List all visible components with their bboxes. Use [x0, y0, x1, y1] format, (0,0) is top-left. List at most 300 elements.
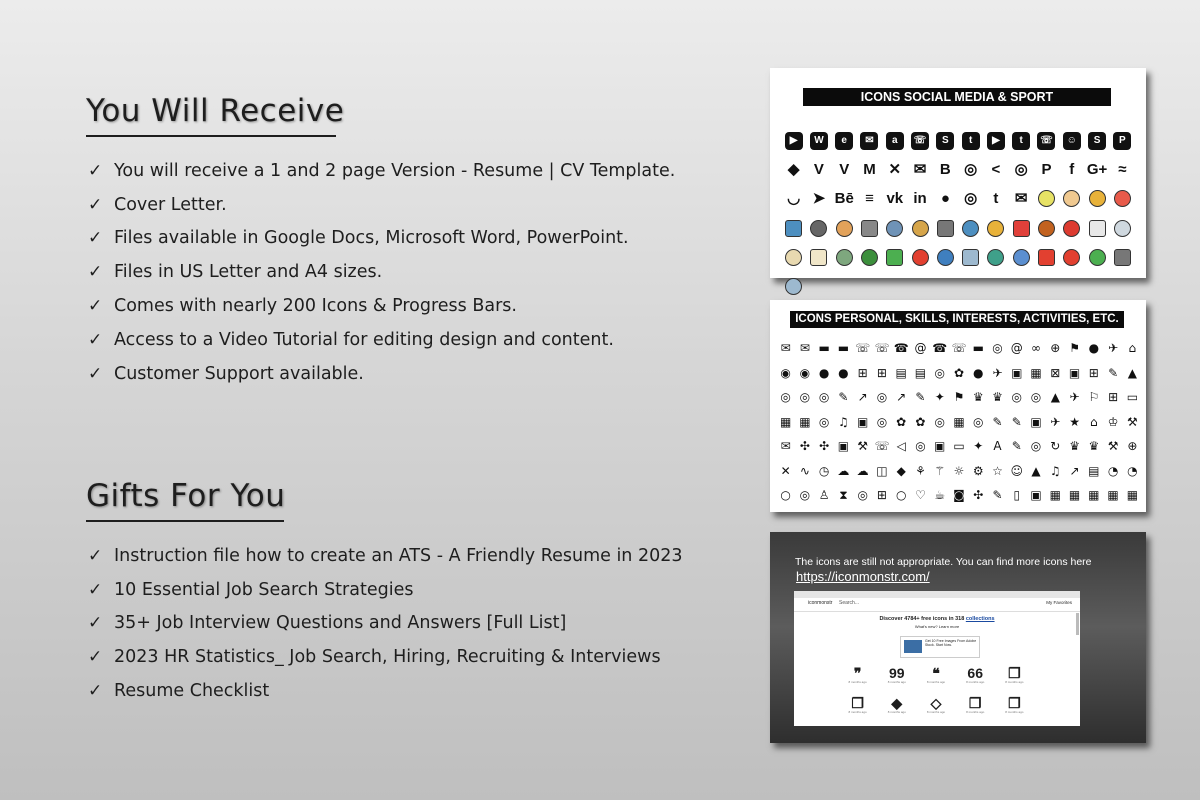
checkmark-icon: ✓: [88, 613, 103, 634]
checkmark-icon: ✓: [88, 160, 103, 181]
personal-icon: ⚒: [857, 439, 869, 454]
checkmark-icon: ✓: [88, 579, 103, 600]
chess-icon: [933, 214, 958, 243]
target-icon: [1009, 214, 1034, 243]
gifts-list: [88, 539, 683, 708]
personal-icon: ◁: [896, 439, 906, 454]
receive-heading: You Will Receive: [86, 93, 345, 129]
personal-icon: ⌂: [1128, 341, 1137, 356]
personal-icon: ♔: [1107, 414, 1119, 429]
personal-icon: ◎: [934, 365, 945, 380]
personal-icon: @: [914, 341, 927, 356]
personal-icon: ∿: [799, 463, 810, 478]
personal-icon: ●: [973, 365, 984, 380]
personal-icon: ●: [838, 365, 849, 380]
wordpress-icon: W: [806, 126, 831, 155]
site-icon-card[interactable]: [916, 666, 955, 696]
site-icon-meta: 8 months ago: [1005, 710, 1024, 714]
site-icon-card[interactable]: [877, 696, 916, 726]
personal-icons-panel: [770, 300, 1146, 512]
personal-icon: ⚒: [1107, 439, 1119, 454]
site-icon-meta: 8 months ago: [1005, 680, 1024, 684]
personal-icon: ◎: [992, 341, 1003, 356]
personal-icon: ▣: [934, 439, 946, 454]
personal-icon: ✉: [780, 439, 791, 454]
personal-icon: ◎: [1030, 439, 1042, 454]
gifts-item-text: 35+ Job Interview Questions and Answers [Full List]: [114, 613, 567, 634]
hockey-stick-icon: [907, 214, 932, 243]
iconmonstr-screenshot: [794, 591, 1080, 726]
site-icon-card[interactable]: [956, 666, 995, 696]
personal-icon: ✈: [992, 365, 1003, 380]
personal-icon: ☏: [951, 341, 967, 356]
checkmark-icon: ✓: [88, 647, 103, 668]
social-sport-icons-panel: [770, 68, 1146, 278]
site-icon-card[interactable]: [916, 696, 955, 726]
checkmark-icon: ✓: [88, 194, 103, 215]
instagram-outline-icon: ◎: [964, 190, 978, 208]
quote-icon: ◇: [930, 695, 942, 711]
dropbox-icon: ◆: [787, 161, 800, 179]
skateboard-icon: [832, 243, 857, 272]
social-sport-title: ICONS SOCIAL MEDIA & SPORT: [803, 88, 1111, 106]
soundcloud-icon: ≡: [865, 190, 874, 208]
gifts-item-text: 10 Essential Job Search Strategies: [114, 579, 414, 600]
personal-icon: ✎: [992, 488, 1003, 503]
quote-icon: ❐: [1008, 695, 1021, 711]
personal-icon: ⌂: [1090, 414, 1098, 429]
personal-icon: ●: [818, 365, 830, 380]
personal-icon: ◎: [934, 414, 945, 429]
checkmark-icon: ✓: [88, 296, 103, 317]
ping-pong-icon: [983, 214, 1008, 243]
site-ad-image: [904, 640, 922, 653]
email-icon: e: [832, 126, 857, 155]
personal-icon: ☆: [992, 463, 1003, 478]
personal-icon: ◆: [896, 463, 906, 478]
tennis-ball-icon: [1034, 184, 1059, 213]
shuttlecock-icon: [806, 243, 831, 272]
personal-icon: ♡: [915, 488, 926, 503]
share-icon: <: [991, 161, 1001, 179]
personal-icon: ♫: [838, 414, 849, 429]
google-plus-icon: G+: [1086, 161, 1108, 179]
personal-icon: ⊞: [876, 488, 887, 503]
football-field-icon: [781, 272, 806, 301]
checkmark-icon: ✓: [88, 329, 103, 350]
personal-icon: ◎: [799, 488, 811, 503]
quote-icon: ❝: [932, 665, 940, 681]
skype-icon: S: [933, 126, 958, 155]
personal-icon: ☎: [893, 341, 909, 356]
personal-icon: ♛: [1088, 439, 1100, 454]
rss-icon: ≈: [1118, 161, 1127, 179]
personal-icon: ▲: [1050, 390, 1060, 405]
instagram-icon: ◎: [964, 161, 978, 179]
receive-item-text: Cover Letter.: [114, 194, 227, 215]
site-icon-card[interactable]: [995, 696, 1034, 726]
gifts-section: [86, 478, 683, 708]
personal-icon: ⚚: [934, 463, 946, 478]
personal-icon: ☼: [953, 463, 965, 478]
browser-tabbar: [794, 591, 1080, 598]
receive-list: [88, 154, 675, 391]
twitch-icon: ◡: [787, 190, 801, 208]
personal-icon: ◎: [876, 390, 888, 405]
vk-icon: vk: [886, 190, 904, 208]
quote-icon: ❞: [853, 665, 862, 681]
basketball-hoop-icon: [857, 214, 882, 243]
personal-icon: ◔: [1107, 463, 1119, 478]
pinterest-p-icon: P: [1041, 161, 1052, 179]
hockey-puck-icon: [806, 214, 831, 243]
blogger-icon: B: [939, 161, 951, 179]
site-icon-meta: 8 months ago: [926, 680, 946, 684]
linkedin-icon: in: [913, 190, 927, 208]
phone-icon: ☏: [1034, 126, 1059, 155]
personal-icon: ▣: [837, 439, 850, 454]
site-brand: iconmonstr: [808, 600, 833, 606]
vine-icon: V: [839, 161, 850, 179]
site-icon-card[interactable]: [838, 696, 877, 726]
site-icon-meta: 8 months ago: [848, 680, 867, 684]
receive-item: [88, 154, 675, 188]
gifts-item-text: 2023 HR Statistics_ Job Search, Hiring, Recruiting & Interviews: [114, 647, 661, 668]
iconmonstr-note: The icons are still not appropriate. You can find more icons here: [795, 556, 1092, 568]
personal-icon: ✣: [819, 439, 830, 454]
checkmark-icon: ✓: [88, 681, 103, 702]
checkmark-icon: ✓: [88, 262, 103, 283]
site-header: [794, 598, 1080, 612]
personal-icon: ☏: [874, 439, 890, 454]
personal-icon: ✈: [1108, 341, 1119, 356]
personal-icon: ✎: [1011, 414, 1022, 429]
personal-icon: ▦: [1030, 365, 1042, 380]
personal-icon: ⊞: [876, 365, 887, 380]
site-whats-new: What's new? Learn more: [914, 624, 960, 629]
hockey-icon: [1110, 243, 1135, 272]
dumbbell-icon: [781, 214, 806, 243]
site-icon-grid: [838, 666, 1034, 726]
baseball-cap-icon: [857, 243, 882, 272]
helmet-icon: [958, 243, 983, 272]
golf-icon: [1084, 243, 1109, 272]
personal-icon: ◫: [876, 463, 888, 478]
personal-icon: ★: [1069, 414, 1080, 429]
quote-icon: 99: [889, 665, 905, 681]
personal-icon: ▦: [1107, 488, 1119, 503]
receive-item-text: Comes with nearly 200 Icons & Progress Bars.: [114, 296, 517, 317]
personal-icon: ▯: [1013, 488, 1021, 503]
personal-icon: ⧗: [839, 488, 848, 503]
tumblr-t-icon: t: [993, 190, 999, 208]
tennis-racket-icon: [1009, 243, 1034, 272]
personal-icon: ✈: [1069, 390, 1080, 405]
personal-icon: ☏: [874, 341, 890, 356]
rugby-ball-icon: [1034, 214, 1059, 243]
personal-icon: ▣: [1030, 414, 1042, 429]
site-icon-card[interactable]: [877, 666, 916, 696]
gifts-item: [88, 607, 683, 641]
personal-icon: ⚙: [972, 463, 984, 478]
personal-icon: ▦: [1049, 488, 1061, 503]
personal-icon: ◎: [1011, 390, 1023, 405]
roller-skate-icon: [958, 214, 983, 243]
bicycle-icon: [882, 214, 907, 243]
site-icon-meta: 8 months ago: [966, 710, 985, 714]
personal-icon: ✎: [838, 390, 849, 405]
receive-item-text: Files in US Letter and A4 sizes.: [114, 262, 383, 283]
personal-icon: ▦: [953, 414, 965, 429]
checkmark-icon: ✓: [88, 228, 103, 249]
vimeo-icon: V: [813, 161, 824, 179]
personal-icon: ✣: [799, 439, 810, 454]
gifts-item-text: Resume Checklist: [114, 681, 270, 702]
site-headline: [794, 616, 1080, 622]
personal-icon: ◙: [953, 488, 965, 503]
iconmonstr-panel: [770, 532, 1146, 743]
personal-icon: ◎: [857, 488, 868, 503]
personal-icon: ♛: [992, 390, 1003, 405]
volleyball-icon: [1084, 184, 1109, 213]
personal-icon: ⚒: [1126, 414, 1138, 429]
personal-icon: ◎: [799, 390, 811, 405]
twitter-icon: t: [958, 126, 983, 155]
personal-icon: ▭: [953, 439, 965, 454]
personal-icon: ▬: [818, 341, 830, 356]
site-scrollbar: [1076, 613, 1079, 635]
personal-icon: ⊕: [1050, 341, 1061, 356]
personal-icon: ○: [780, 488, 791, 503]
personal-icon: ▤: [914, 365, 927, 380]
site-icon-card[interactable]: [995, 666, 1034, 696]
checkmark-icon: ✓: [88, 545, 103, 566]
pinterest-icon: P: [1110, 126, 1135, 155]
personal-icon: ▲: [1127, 365, 1137, 380]
personal-icon: ✎: [992, 414, 1003, 429]
personal-icon: ✦: [973, 439, 984, 454]
site-ad: [900, 636, 980, 658]
kettlebell-icon: [983, 243, 1008, 272]
personal-icon: ↗: [1069, 463, 1080, 478]
telegram-icon: ➤: [812, 190, 826, 208]
trophy-icon: [1110, 214, 1135, 243]
personal-icon: @: [1010, 341, 1023, 356]
personal-icon: A: [993, 439, 1002, 454]
personal-icon: ◎: [818, 390, 830, 405]
receive-item: [88, 357, 675, 391]
personal-icon: ◎: [915, 439, 926, 454]
receive-item-text: Customer Support available.: [114, 363, 364, 384]
personal-icon: ♫: [1049, 463, 1061, 478]
mail-icon: ✉: [1014, 190, 1028, 208]
personal-icon: ▣: [1030, 488, 1042, 503]
personal-icon: ♛: [1069, 439, 1080, 454]
site-icon-meta: 8 months ago: [926, 710, 946, 714]
boxing-glove-icon: [907, 243, 932, 272]
site-icon-meta: 8 months ago: [848, 710, 867, 714]
basketball-icon: [1110, 184, 1135, 213]
personal-icon: ⚑: [953, 390, 965, 405]
personal-icon: ✎: [1011, 439, 1022, 454]
quote-icon: ❐: [851, 695, 864, 711]
receive-item: [88, 222, 675, 256]
personal-icon: ▤: [895, 365, 907, 380]
personal-icon: ▦: [799, 414, 811, 429]
personal-icon: ✎: [915, 390, 926, 405]
personal-icon: ⚐: [1088, 390, 1100, 405]
personal-icon: ✦: [934, 390, 945, 405]
site-headline-link: collections: [965, 616, 995, 622]
personal-icon: ▣: [1011, 365, 1023, 380]
barbell-icon: [933, 243, 958, 272]
personal-icon: ▦: [779, 414, 792, 429]
personal-icon: ●: [1088, 341, 1100, 356]
gifts-item: [88, 539, 683, 573]
social-sport-icon-grid: [781, 126, 1135, 272]
receive-underline: [86, 135, 336, 137]
site-headline-text: Discover 4784+ free icons in 318: [879, 616, 966, 622]
viber-icon: ☏: [907, 126, 932, 155]
personal-icon-grid: [776, 336, 1142, 508]
gifts-item: [88, 640, 683, 674]
personal-icon: ▲: [1031, 463, 1041, 478]
receive-item-text: Access to a Video Tutorial for editing design and content.: [114, 329, 614, 350]
snapchat-icon: ☺: [1059, 126, 1084, 155]
personal-icon: ♙: [818, 488, 830, 503]
personal-icon: ⊞: [857, 365, 868, 380]
messenger-icon: ✉: [913, 161, 927, 179]
receive-item-text: You will receive a 1 and 2 page Version - Resume | CV Template.: [114, 160, 676, 181]
site-icon-card[interactable]: [838, 666, 877, 696]
soccer-field-icon: [882, 243, 907, 272]
personal-icon: ↗: [857, 390, 868, 405]
personal-icon: ▣: [857, 414, 869, 429]
personal-icon: ▦: [1068, 488, 1081, 503]
receive-item: [88, 188, 675, 222]
checkmark-icon: ✓: [88, 363, 103, 384]
personal-icon: ☁: [837, 463, 850, 478]
personal-icon: ▦: [1126, 488, 1139, 503]
personal-icon: ✎: [1108, 365, 1119, 380]
quote-icon: ◆: [891, 695, 903, 711]
personal-icon: ▤: [1088, 463, 1100, 478]
personal-icon: ☎: [932, 341, 948, 356]
personal-icon: ✣: [973, 488, 984, 503]
baseball-ball-icon: [1084, 214, 1109, 243]
youtube-icon: ▶: [781, 126, 806, 155]
darts-icon: [1059, 243, 1084, 272]
gifts-underline: [86, 520, 284, 522]
receive-item: [88, 255, 675, 289]
site-icon-meta: 8 months ago: [887, 710, 906, 714]
personal-icon: ✉: [780, 341, 791, 356]
personal-icon: ▦: [1088, 488, 1100, 503]
personal-icon: ✕: [780, 463, 791, 478]
site-ad-text: Get 10 Free Images From Adobe Stock. Start Now.: [925, 639, 977, 647]
personal-icon: ▬: [837, 341, 850, 356]
archery-target-icon: [1034, 243, 1059, 272]
personal-icon: ◎: [973, 414, 984, 429]
personal-icon: ◉: [780, 365, 791, 380]
receive-item: [88, 323, 675, 357]
personal-icon: ▣: [1068, 365, 1081, 380]
tripadvisor-icon: ◎: [1014, 161, 1028, 179]
personal-icon: ✿: [896, 414, 907, 429]
iconmonstr-link[interactable]: https://iconmonstr.com/: [796, 569, 930, 584]
personal-icon: ⚑: [1069, 341, 1080, 356]
site-favorites: My Favorites: [1046, 600, 1072, 605]
personal-icon: ⊞: [1108, 390, 1119, 405]
receive-section: [86, 93, 675, 391]
soccer-ball-icon: [1059, 214, 1084, 243]
quote-icon: 66: [967, 665, 983, 681]
amazon-icon: a: [882, 126, 907, 155]
site-search: Search...: [839, 600, 860, 606]
facebook-icon: f: [1069, 161, 1075, 179]
youtube-play-icon: ▶: [983, 126, 1008, 155]
behance-icon: Bē: [834, 190, 854, 208]
personal-title: ICONS PERSONAL, SKILLS, INTERESTS, ACTIVITIES, ETC.: [790, 311, 1124, 328]
personal-icon: ◎: [1030, 390, 1042, 405]
site-icon-meta: 8 months ago: [966, 680, 985, 684]
personal-icon: ⊕: [1127, 439, 1138, 454]
wechat-icon: ✉: [857, 126, 882, 155]
personal-icon: ☏: [855, 341, 871, 356]
personal-icon: ◎: [780, 390, 791, 405]
gifts-item-text: Instruction file how to create an ATS - A Friendly Resume in 2023: [114, 545, 683, 566]
skype-round-icon: S: [1084, 126, 1109, 155]
gifts-heading: Gifts For You: [86, 478, 286, 514]
baseball-icon: [1059, 184, 1084, 213]
personal-icon: ✈: [1050, 414, 1061, 429]
personal-icon: ✉: [799, 341, 810, 356]
personal-icon: ✿: [915, 414, 926, 429]
location-icon: ●: [940, 190, 950, 208]
personal-icon: ▭: [1126, 390, 1139, 405]
personal-icon: ○: [895, 488, 907, 503]
gifts-item: [88, 573, 683, 607]
personal-icon: ↻: [1050, 439, 1061, 454]
quote-icon: ❐: [968, 695, 982, 711]
tumblr-icon: t: [1009, 126, 1034, 155]
site-icon-meta: 8 months ago: [887, 680, 906, 684]
personal-icon: ☁: [856, 463, 869, 478]
xbox-icon: ✕: [888, 161, 902, 179]
baseball-bat-icon: [832, 214, 857, 243]
personal-icon: ☕: [934, 488, 946, 503]
meetup-icon: M: [863, 161, 876, 179]
receive-item-text: Files available in Google Docs, Microsoft Word, PowerPoint.: [114, 228, 629, 249]
personal-icon: ♛: [972, 390, 984, 405]
personal-icon: ◉: [799, 365, 811, 380]
personal-icon: ◎: [876, 414, 888, 429]
receive-item: [88, 289, 675, 323]
gifts-item: [88, 674, 683, 708]
site-icon-card[interactable]: [956, 696, 995, 726]
personal-icon: ◷: [818, 463, 830, 478]
quote-icon: ❐: [1008, 665, 1021, 681]
personal-icon: ⊠: [1050, 365, 1061, 380]
personal-icon: ⚘: [915, 463, 926, 478]
personal-icon: ▬: [972, 341, 984, 356]
personal-icon: ☺: [1010, 463, 1024, 478]
personal-icon: ∞: [1031, 341, 1042, 356]
personal-icon: ✿: [953, 365, 965, 380]
personal-icon: ◔: [1127, 463, 1138, 478]
personal-icon: ⊞: [1088, 365, 1099, 380]
personal-icon: ↗: [896, 390, 907, 405]
